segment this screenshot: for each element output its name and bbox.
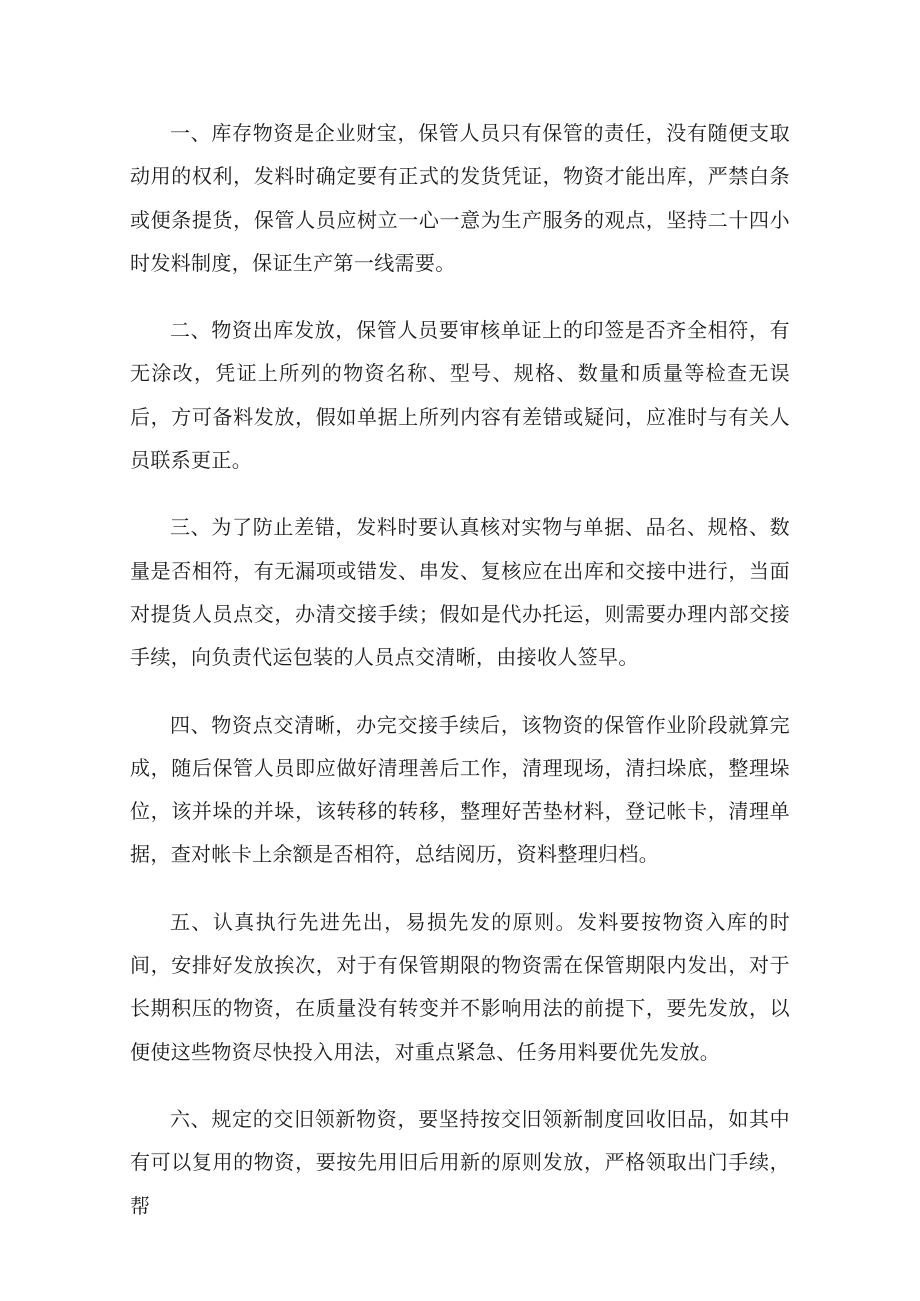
document-body xyxy=(130,112,790,1252)
paragraph-6: 六、规定的交旧领新物资，要坚持按交旧领新制度回收旧品，如其中有可以复用的物资，要按先用旧后用新的原则发放，严格领取出门手续，帮 xyxy=(130,1106,790,1218)
paragraph-3: 三、为了防止差错，发料时要认真核对实物与单据、品名、规格、数量是否相符，有无漏项或错发、串发、复核应在出库和交接中进行，当面对提货人员点交，办清交接手续；假如是代办托运，则需要办理内部交接手续，向负责代运包装的人员点交清晰，由接收人签早。 xyxy=(130,515,790,670)
paragraph-4: 四、物资点交清晰，办完交接手续后，该物资的保管作业阶段就算完成，随后保管人员即应做好清理善后工作，清理现场，清扫垛底，整理垛位，该并垛的并垛，该转移的转移，整理好苦垫材料，登记帐卡，清理单据，查对帐卡上余额是否相符，总结阅历，资料整理归档。 xyxy=(130,712,790,867)
paragraph-2: 二、物资出库发放，保管人员要审核单证上的印签是否齐全相符，有无涂改，凭证上所列的物资名称、型号、规格、数量和质量等检查无误后，方可备料发放，假如单据上所列内容有差错或疑问，应准时与有关人员联系更正。 xyxy=(130,318,790,473)
paragraph-1: 一、库存物资是企业财宝，保管人员只有保管的责任，没有随便支取动用的权利，发料时确定要有正式的发货凭证，物资才能出库，严禁白条或便条提货，保管人员应树立一心一意为生产服务的观点，坚持二十四小时发料制度，保证生产第一线需要。 xyxy=(130,121,790,275)
paragraph-5: 五、认真执行先进先出，易损先发的原则。发料要按物资入库的时间，安排好发放挨次，对于有保管期限的物资需在保管期限内发出，对于长期积压的物资，在质量没有转变并不影响用法的前提下，要先发放，以便使这些物资尽快投入用法，对重点紧急、任务用料要优先发放。 xyxy=(130,909,790,1064)
